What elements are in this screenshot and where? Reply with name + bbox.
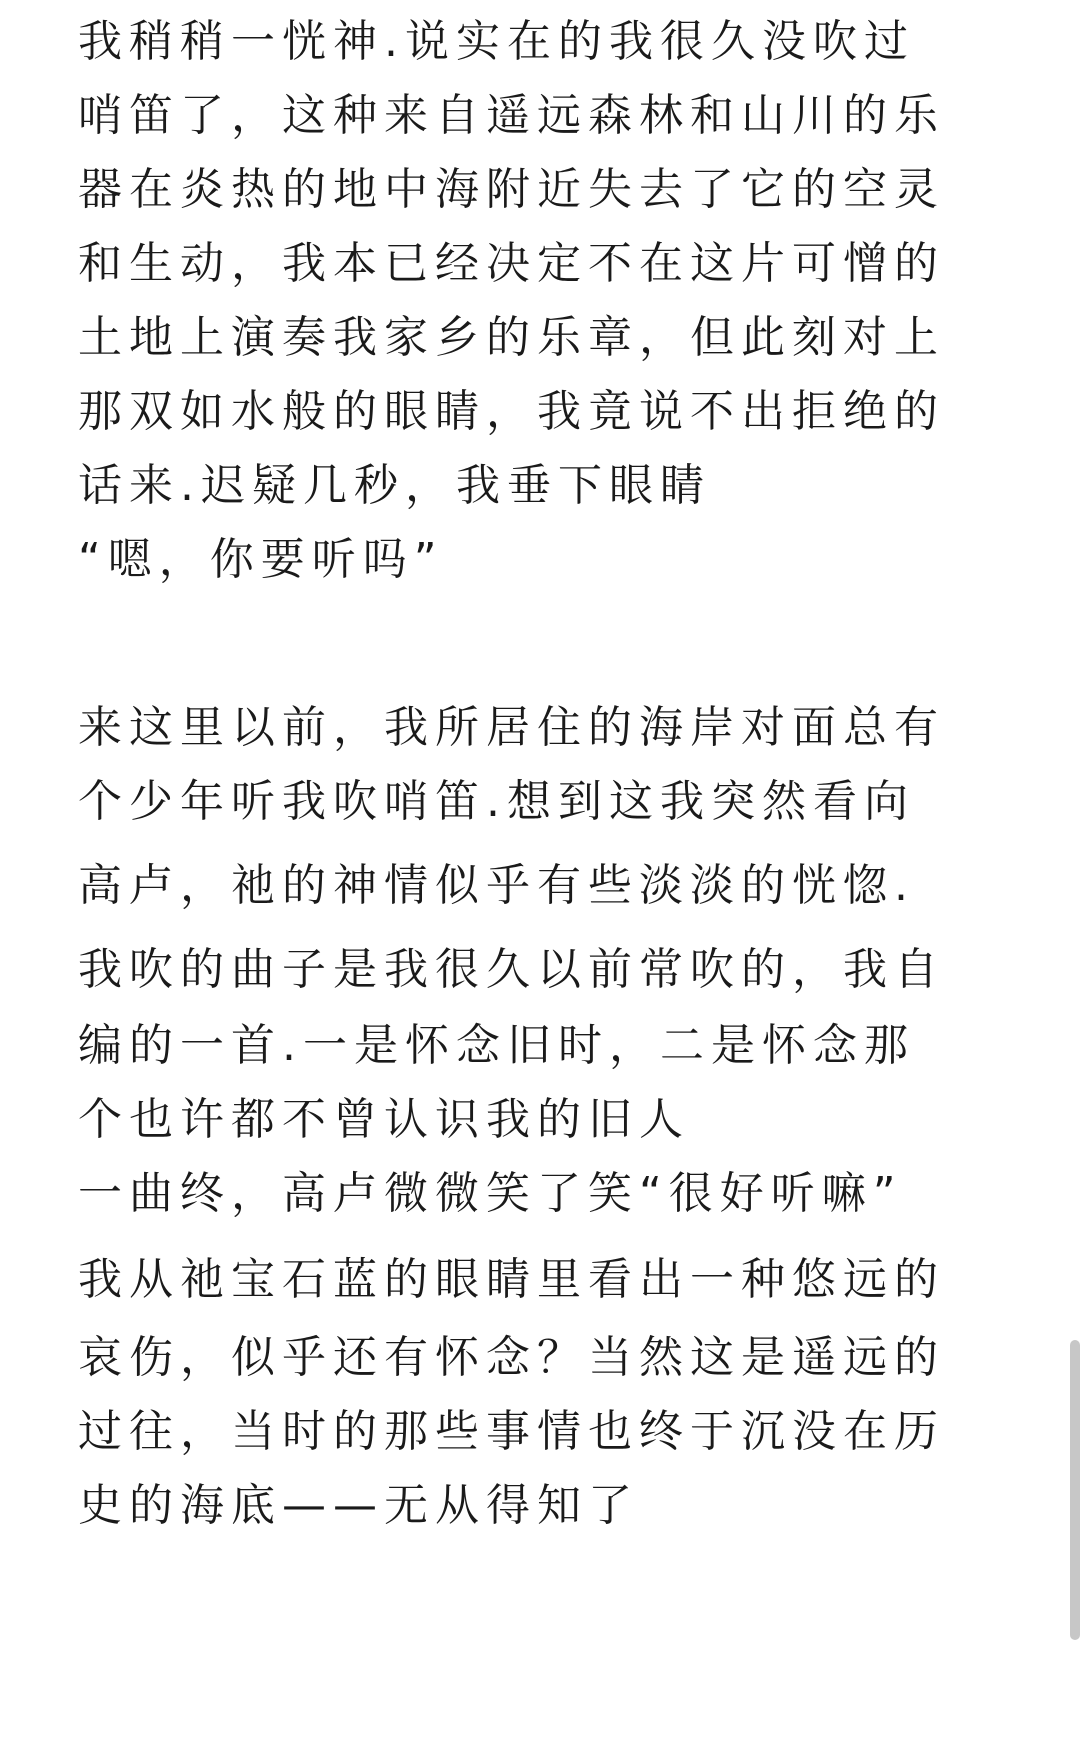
paragraph-2-line-1: 来这里以前，我所居住的海岸对面总有 — [78, 702, 945, 753]
paragraph-1-line-2: 哨笛了，这种来自遥远森林和山川的乐 — [78, 90, 945, 141]
paragraph-2-line-11: 史的海底——无从得知了 — [78, 1480, 639, 1531]
paragraph-1-line-7: 话来.迟疑几秒，我垂下眼睛 — [78, 460, 711, 511]
paragraph-2-line-6: 个也许都不曾认识我的旧人 — [78, 1094, 690, 1145]
paragraph-1-line-6: 那双如水般的眼睛，我竟说不出拒绝的 — [78, 386, 945, 437]
paragraph-2-line-7: 一曲终，高卢微微笑了笑“很好听嘛” — [78, 1168, 903, 1219]
paragraph-2-line-4: 我吹的曲子是我很久以前常吹的，我自 — [78, 944, 945, 995]
paragraph-1-line-5: 土地上演奏我家乡的乐章，但此刻对上 — [78, 312, 945, 363]
paragraph-1-line-4: 和生动，我本已经决定不在这片可憎的 — [78, 238, 945, 289]
paragraph-2-line-8: 我从祂宝石蓝的眼睛里看出一种悠远的 — [78, 1254, 945, 1305]
paragraph-2-line-10: 过往，当时的那些事情也终于沉没在历 — [78, 1406, 945, 1457]
vertical-scrollbar[interactable] — [1070, 1340, 1080, 1640]
paragraph-2-line-9: 哀伤，似乎还有怀念？当然这是遥远的 — [78, 1332, 945, 1383]
paragraph-2-line-3: 高卢，祂的神情似乎有些淡淡的恍惚. — [78, 860, 915, 911]
paragraph-1-line-1: 我稍稍一恍神.说实在的我很久没吹过 — [78, 16, 915, 67]
paragraph-2-line-2: 个少年听我吹哨笛.想到这我突然看向 — [78, 776, 915, 827]
paragraph-1-line-8: “嗯，你要听吗” — [78, 534, 444, 585]
paragraph-2-line-5: 编的一首.一是怀念旧时，二是怀念那 — [78, 1020, 915, 1071]
paragraph-1-line-3: 器在炎热的地中海附近失去了它的空灵 — [78, 164, 945, 215]
